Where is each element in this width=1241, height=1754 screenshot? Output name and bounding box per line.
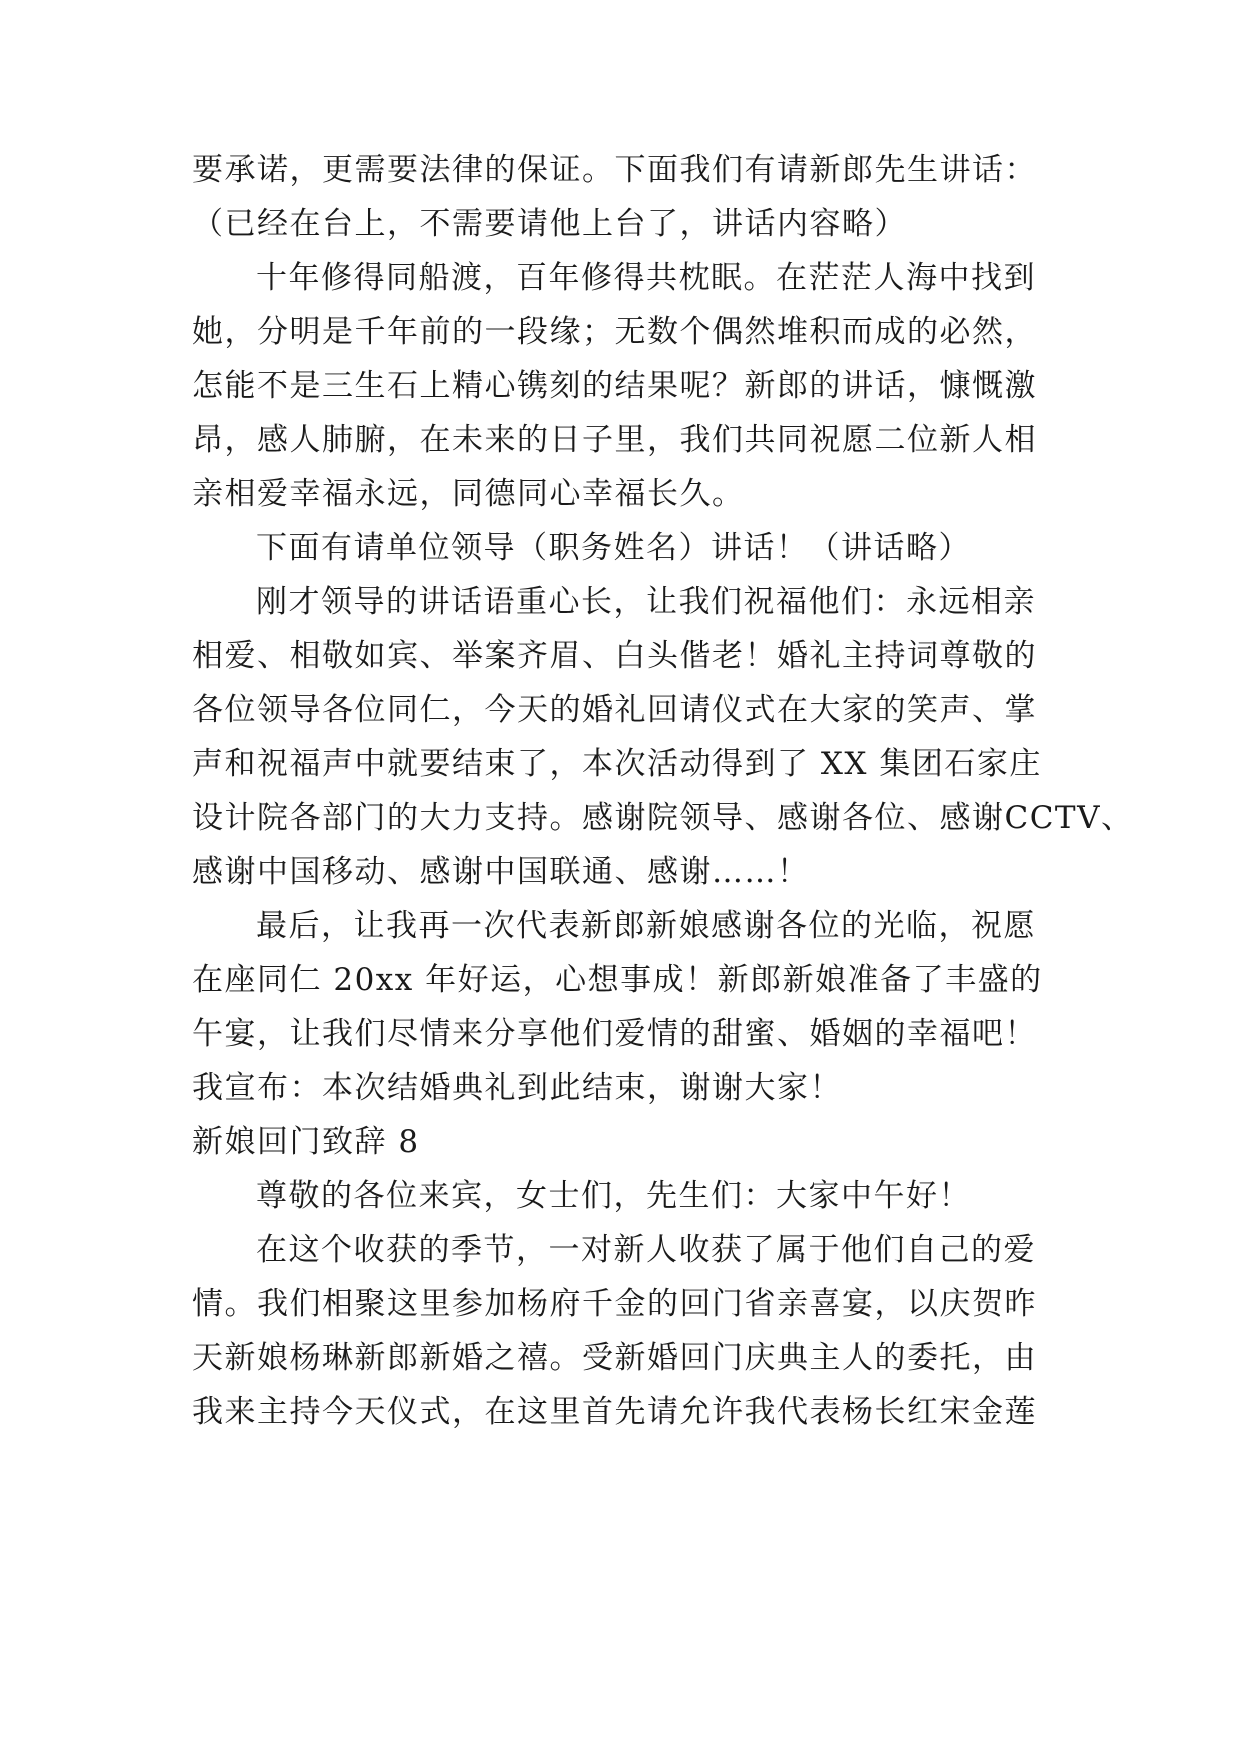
text-line-14: 感谢中国移动、感谢中国联通、感谢……！ [192, 854, 810, 890]
text-line-3: 十年修得同船渡，百年修得共枕眠。在茫茫人海中找到 [256, 260, 1036, 296]
text-line-1: 要承诺，更需要法律的保证。下面我们有请新郎先生讲话： [192, 152, 1037, 188]
text-line-13: 设计院各部门的大力支持。感谢院领导、感谢各位、感谢CCTV、 [192, 800, 1134, 836]
text-line-18: 我宣布：本次结婚典礼到此结束，谢谢大家！ [192, 1070, 842, 1106]
text-line-9: 刚才领导的讲话语重心长，让我们祝福他们：永远相亲 [256, 584, 1036, 620]
text-line-4: 她，分明是千年前的一段缘；无数个偶然堆积而成的必然， [192, 314, 1037, 350]
text-line-15: 最后，让我再一次代表新郎新娘感谢各位的光临，祝愿 [256, 908, 1036, 944]
section-heading: 新娘回门致辞 8 [192, 1124, 420, 1160]
text-line-17: 午宴，让我们尽情来分享他们爱情的甜蜜、婚姻的幸福吧！ [192, 1016, 1037, 1052]
text-line-24: 我来主持今天仪式，在这里首先请允许我代表杨长红宋金莲 [192, 1394, 1037, 1430]
text-line-7: 亲相爱幸福永远，同德同心幸福长久。 [192, 476, 745, 512]
text-line-5: 怎能不是三生石上精心镌刻的结果呢？新郎的讲话，慷慨激 [192, 368, 1037, 404]
text-line-8: 下面有请单位领导（职务姓名）讲话！（讲话略） [256, 530, 971, 566]
text-line-20: 尊敬的各位来宾，女士们，先生们：大家中午好！ [256, 1178, 971, 1214]
text-line-21: 在这个收获的季节，一对新人收获了属于他们自己的爱 [256, 1232, 1036, 1268]
text-line-23: 天新娘杨琳新郎新婚之禧。受新婚回门庆典主人的委托，由 [192, 1340, 1037, 1376]
text-line-12: 声和祝福声中就要结束了，本次活动得到了 XX 集团石家庄 [192, 746, 1042, 782]
text-line-6: 昂，感人肺腑，在未来的日子里，我们共同祝愿二位新人相 [192, 422, 1037, 458]
text-line-10: 相爱、相敬如宾、举案齐眉、白头偕老！婚礼主持词尊敬的 [192, 638, 1037, 674]
text-line-22: 情。我们相聚这里参加杨府千金的回门省亲喜宴，以庆贺昨 [192, 1286, 1037, 1322]
text-line-2: （已经在台上，不需要请他上台了，讲话内容略） [192, 206, 907, 242]
text-line-16: 在座同仁 20xx 年好运，心想事成！新郎新娘准备了丰盛的 [192, 962, 1043, 998]
text-line-11: 各位领导各位同仁，今天的婚礼回请仪式在大家的笑声、掌 [192, 692, 1037, 728]
